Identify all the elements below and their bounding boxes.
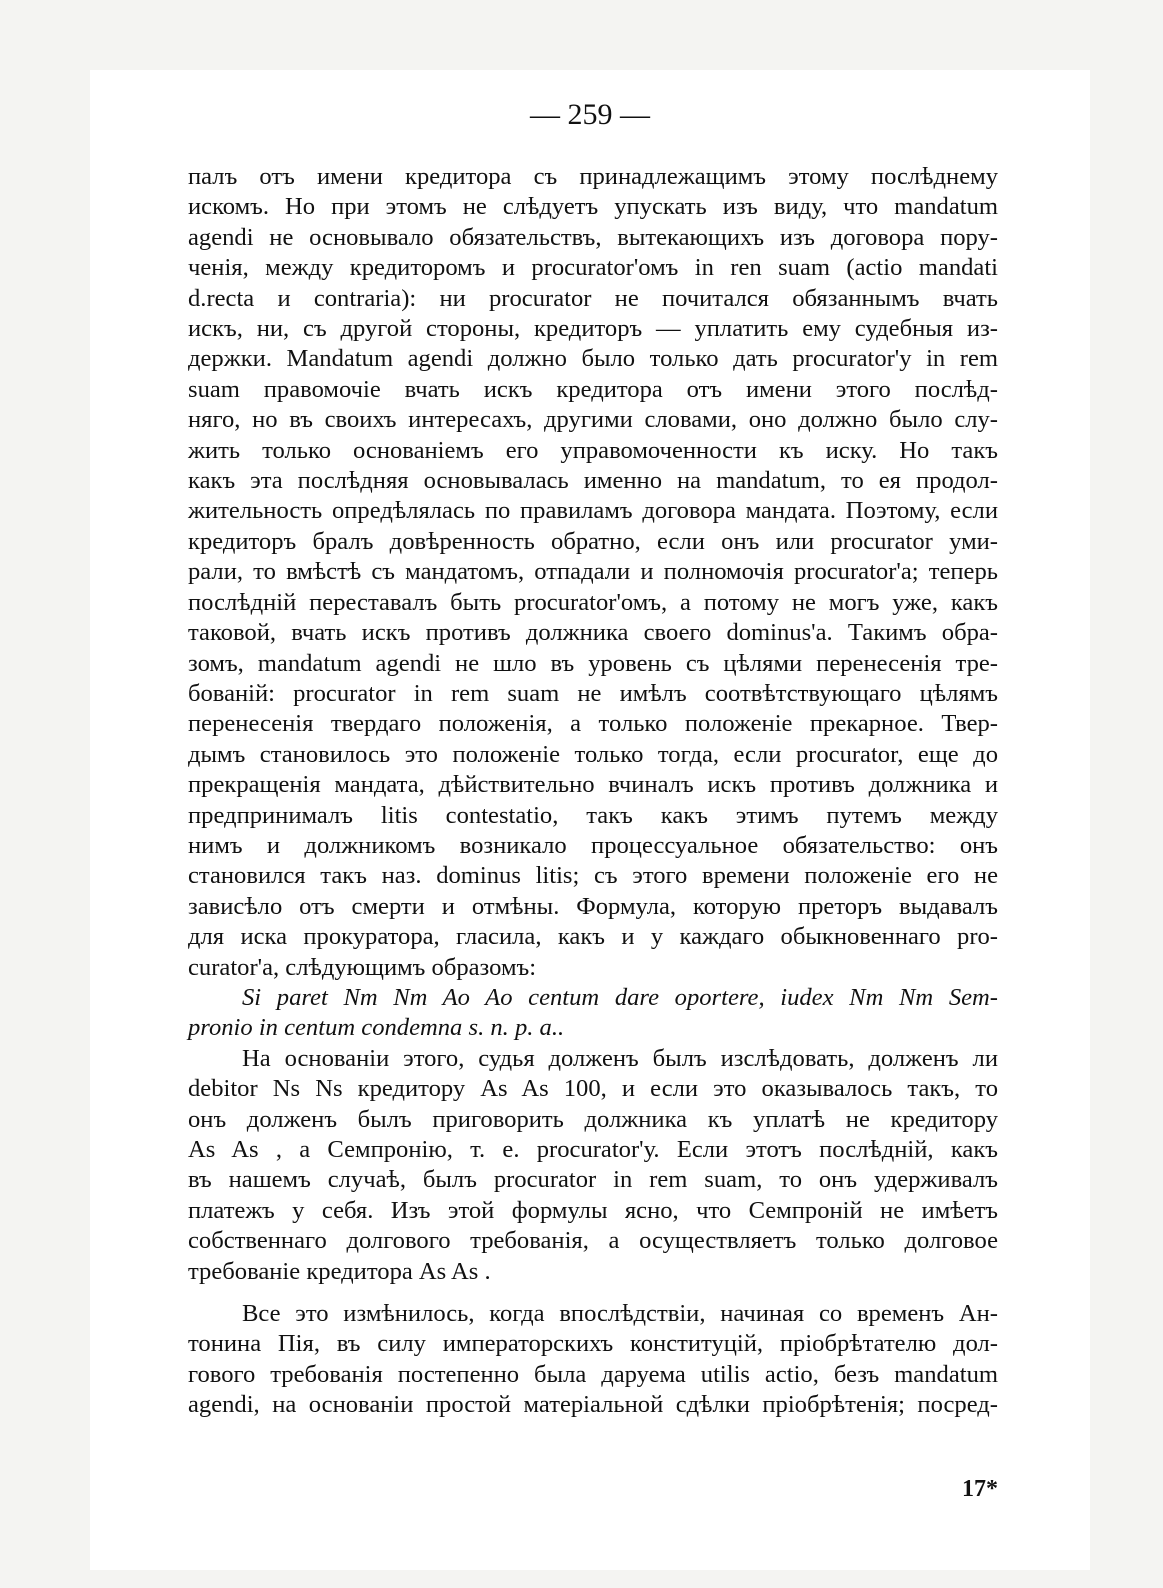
page-body	[188, 162, 998, 1421]
text-line: зомъ, mandatum agendi не шло въ уровень съ цѣлями перенесенія тре-	[188, 649, 998, 677]
text-line: рали, то вмѣстѣ съ мандатомъ, отпадали и полномочія procurator'а; теперь	[188, 558, 998, 586]
text-line: въ нашемъ случаѣ, былъ procurator in rem suam, то онъ удерживалъ	[188, 1166, 998, 1194]
text-line: гового требованія постепенно была даруема utilis actio, безъ mandatum	[188, 1360, 998, 1388]
text-line: Все это измѣнилось, когда впослѣдствіи, начиная со временъ Ан-	[242, 1300, 998, 1328]
text-line: няго, но въ своихъ интересахъ, другими словами, оно должно было слу-	[188, 406, 998, 434]
text-line: таковой, вчать искъ противъ должника своего dominus'а. Такимъ обра-	[188, 619, 998, 647]
text-line: искъ, ни, съ другой стороны, кредиторъ — уплатить ему судебныя из-	[188, 315, 998, 343]
text-line: нимъ и должникомъ возникало процессуальное обязательство: онъ	[188, 831, 998, 859]
text-line: для иска прокуратора, гласила, какъ и у каждаго обыкновеннаго pro-	[188, 923, 998, 951]
text-line: становился такъ наз. dominus litis; съ этого времени положеніе его не	[188, 862, 998, 890]
text-line: тонина Пія, въ силу императорскихъ конституцій, пріобрѣтателю дол-	[188, 1330, 998, 1358]
book-page	[90, 70, 1090, 1570]
text-line: онъ долженъ былъ приговорить должника къ уплатѣ не кредитору	[188, 1105, 998, 1133]
text-line: предпринималъ litis contestatio, такъ какъ этимъ путемъ между	[188, 801, 998, 829]
text-line: d.recta и contraria): ни procurator не почитался обязаннымъ вчать	[188, 284, 998, 312]
formula-line: Si paret Nm Nm Ao Ao centum dare oportere, iudex Nm Nm Sem-	[242, 983, 998, 1011]
text-line: agendi, на основаніи простой матеріальной сдѣлки пріобрѣтенія; посред-	[188, 1391, 998, 1419]
text-line: какъ эта послѣдняя основывалась именно на mandatum, то ея продол-	[188, 467, 998, 495]
text-line: держки. Mandatum agendi должно было только дать procurator'у in rem	[188, 345, 998, 373]
text-line: жить только основаніемъ его управомоченности къ иску. Но такъ	[188, 436, 998, 464]
text-line: искомъ. Но при этомъ не слѣдуетъ упускать изъ виду, что mandatum	[188, 193, 998, 221]
text-line: suam правомочіе вчать искъ кредитора отъ имени этого послѣд-	[188, 375, 998, 403]
text-line: бованій: procurator in rem suam не имѣлъ соотвѣтствующаго цѣлямъ	[188, 679, 998, 707]
text-line: agendi не основывало обязательствъ, вытекающихъ изъ договора пору-	[188, 223, 998, 251]
paragraph	[188, 1299, 998, 1421]
text-line: жительность опредѣлялась по правиламъ договора мандата. Поэтому, если	[188, 497, 998, 525]
text-line: На основаніи этого, судья долженъ былъ изслѣдовать, долженъ ли	[242, 1044, 998, 1072]
text-line: кредиторъ бралъ довѣренность обратно, если онъ или procurator уми-	[188, 527, 998, 555]
paragraph-continued	[188, 162, 998, 983]
text-line: дымъ становилось это положеніе только тогда, если procurator, еще до	[188, 740, 998, 768]
text-line: As As , а Семпронію, т. е. procurator'у. Если этотъ послѣдній, какъ	[188, 1136, 998, 1163]
text-line: платежъ у себя. Изъ этой формулы ясно, что Семпроній не имѣетъ	[188, 1196, 998, 1224]
text-line: перенесенія твердаго положенія, а только положеніе прекарное. Твер-	[188, 710, 998, 738]
formula-line: pronio in centum condemna s. n. p. a..	[188, 1014, 565, 1042]
text-line: curator'а, слѣдующимъ образомъ:	[188, 953, 537, 981]
signature-mark: 17*	[962, 1476, 998, 1502]
formula-block	[188, 983, 998, 1044]
text-line: собственнаго долгового требованія, а осуществляетъ только долговое	[188, 1227, 998, 1255]
text-line: прекращенія мандата, дѣйствительно вчиналъ искъ противъ должника и	[188, 771, 998, 799]
text-line: зависѣло отъ смерти и отмѣны. Формула, которую преторъ выдавалъ	[188, 892, 998, 920]
paragraph	[188, 1044, 998, 1287]
text-line: палъ отъ имени кредитора съ принадлежащимъ этому послѣднему	[188, 163, 998, 190]
page-number: — 259 —	[530, 98, 650, 131]
text-line: ченія, между кредиторомъ и procurator'омъ in ren suam (actio mandati	[188, 254, 998, 282]
text-line: послѣдній переставалъ быть procurator'омъ, а потому не могъ уже, какъ	[188, 588, 998, 616]
text-line: требованіе кредитора As As .	[188, 1257, 491, 1285]
text-line: debitor Ns Ns кредитору As As 100, и если это оказывалось такъ, то	[188, 1075, 998, 1103]
